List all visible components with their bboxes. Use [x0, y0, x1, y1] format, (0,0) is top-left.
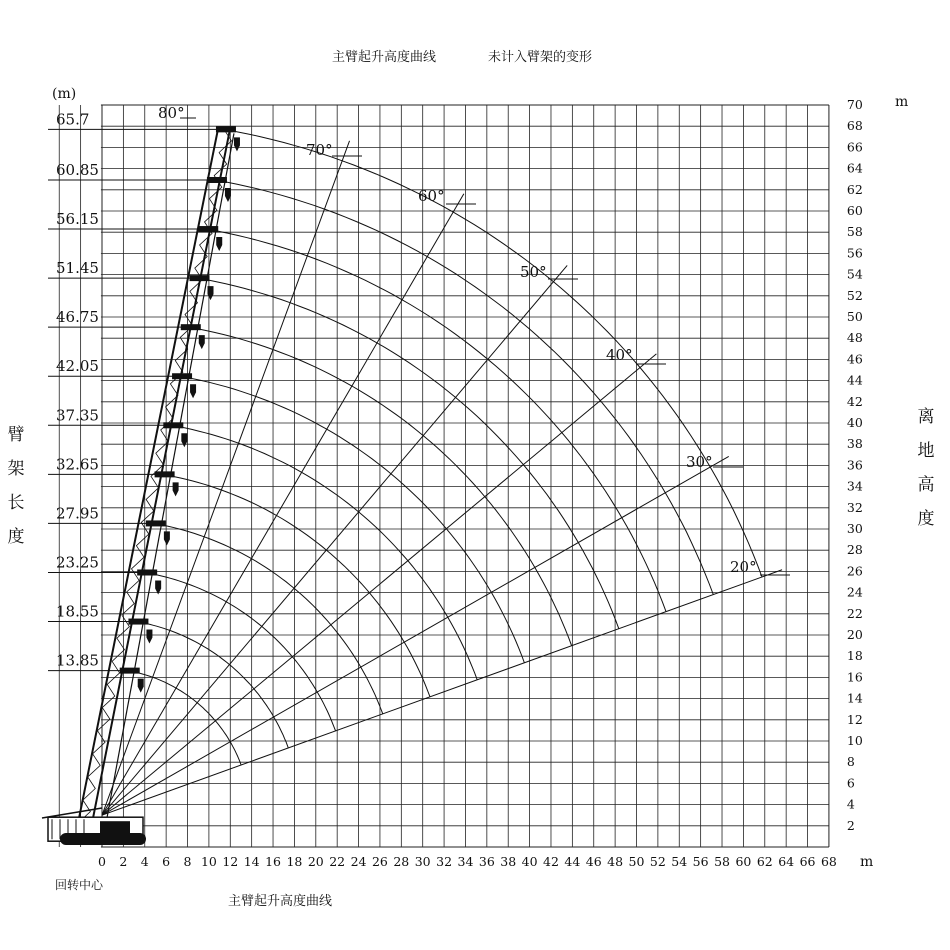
- y-tick-label: 6: [846, 775, 855, 791]
- x-tick-label: 68: [820, 854, 837, 869]
- boom-chord: [78, 129, 218, 823]
- angle-label: 30°: [686, 453, 713, 471]
- left-axis-unit: (m): [52, 86, 77, 102]
- x-tick-label: 6: [162, 854, 171, 869]
- x-tick-label: 36: [478, 854, 495, 869]
- y-tick-label: 28: [846, 542, 863, 558]
- y-tick-label: 2: [846, 817, 855, 833]
- right-axis-title-char: 高: [917, 475, 935, 495]
- y-tick-label: 16: [846, 669, 863, 685]
- y-tick-label: 4: [846, 796, 855, 812]
- y-tick-label: 58: [846, 224, 863, 240]
- angle-label: 70°: [306, 141, 333, 159]
- x-tick-label: 34: [457, 854, 474, 869]
- x-tick-label: 42: [543, 854, 559, 869]
- y-tick-label: 52: [846, 287, 863, 303]
- chart-grid: [59, 105, 829, 847]
- x-tick-label: 52: [649, 854, 666, 869]
- right-axis-title-char: 离: [917, 407, 935, 427]
- y-tick-label: 50: [846, 309, 863, 324]
- y-tick-label: 56: [846, 245, 863, 261]
- y-tick-label: 24: [846, 584, 863, 600]
- boom-angle-line: [102, 141, 350, 815]
- boom-section-joint: [146, 520, 166, 526]
- x-tick-label: 12: [222, 854, 239, 869]
- boom-section-joint: [128, 619, 148, 625]
- boom-length-label: 56.15: [56, 210, 99, 229]
- x-tick-label: 2: [119, 854, 128, 869]
- y-tick-label: 40: [846, 415, 863, 430]
- x-tick-label: 26: [371, 854, 388, 869]
- y-tick-label: 12: [846, 711, 863, 727]
- x-tick-label: 44: [564, 854, 581, 869]
- y-tick-label: 48: [846, 330, 863, 346]
- x-tick-label: 0: [98, 854, 106, 869]
- y-tick-label: 66: [846, 139, 863, 155]
- y-tick-label: 54: [846, 266, 863, 282]
- x-tick-label: 46: [585, 854, 602, 869]
- x-tick-label: 4: [140, 854, 149, 869]
- hook-block: [173, 482, 179, 496]
- x-tick-label: 66: [799, 854, 816, 869]
- x-tick-label: 48: [607, 854, 624, 869]
- y-tick-label: 30: [846, 521, 863, 536]
- x-tick-label: 10: [200, 854, 217, 869]
- y-axis-unit: m: [895, 94, 909, 110]
- boom-length-label: 23.25: [56, 553, 99, 572]
- hook-block: [199, 335, 205, 349]
- y-tick-label: 32: [846, 499, 863, 515]
- boom-length-label: 37.35: [56, 406, 99, 425]
- chart-bottom-title: 主臂起升高度曲线: [228, 894, 333, 909]
- y-tick-label: 38: [846, 436, 863, 452]
- boom-section-joint: [216, 126, 236, 132]
- x-axis-unit: m: [860, 854, 874, 870]
- boom-angle-line: [102, 456, 729, 815]
- x-tick-label: 62: [756, 854, 773, 869]
- hook-block: [234, 137, 240, 151]
- boom-length-label: 32.65: [56, 455, 99, 474]
- boom-length-label: 65.7: [56, 110, 90, 129]
- hook-block: [138, 679, 144, 693]
- boom-section-joint: [172, 373, 192, 379]
- y-tick-label: 68: [846, 118, 863, 134]
- boom-section-joint: [155, 471, 175, 477]
- x-tick-label: 32: [436, 854, 453, 869]
- boom-length-label: 51.45: [56, 259, 99, 278]
- y-tick-label: 26: [846, 563, 863, 579]
- x-tick-label: 22: [329, 854, 346, 869]
- origin-label: 回转中心: [55, 878, 104, 892]
- left-axis-title-char: 臂: [7, 425, 25, 445]
- right-axis-title-char: 度: [917, 509, 935, 529]
- hook-block: [216, 237, 222, 251]
- boom-length-label: 27.95: [56, 504, 99, 523]
- crawler-track: [60, 833, 146, 845]
- y-tick-label: 36: [846, 457, 863, 473]
- y-tick-label: 18: [846, 648, 863, 664]
- x-tick-label: 28: [393, 854, 410, 869]
- x-tick-label: 54: [671, 854, 688, 869]
- angle-label: 50°: [520, 263, 547, 281]
- angle-label: 80°: [158, 104, 185, 122]
- hook-block: [146, 630, 152, 644]
- y-tick-label: 64: [846, 160, 863, 176]
- y-tick-label: 22: [846, 605, 863, 621]
- y-tick-label: 44: [846, 372, 863, 388]
- x-tick-label: 50: [628, 854, 645, 869]
- left-axis-title-char: 架: [7, 459, 25, 479]
- y-tick-label: 10: [846, 733, 863, 748]
- boom-length-label: 46.75: [56, 308, 99, 327]
- boom-length-label: 42.05: [56, 357, 99, 376]
- boom-section-joint: [137, 569, 157, 575]
- y-tick-label: 14: [846, 690, 863, 706]
- right-axis-title-char: 地: [917, 441, 935, 461]
- x-tick-label: 30: [414, 854, 431, 869]
- x-tick-label: 20: [307, 854, 324, 869]
- chart-title-left: 主臂起升高度曲线: [332, 50, 437, 65]
- chart-title-right: 未计入臂架的变形: [488, 50, 593, 65]
- y-tick-label: 60: [846, 203, 863, 218]
- hook-block: [190, 384, 196, 398]
- hook-block: [208, 286, 214, 300]
- left-axis-title-char: 度: [7, 527, 25, 547]
- angle-label: 20°: [730, 558, 757, 576]
- x-tick-label: 60: [735, 854, 752, 869]
- x-tick-label: 24: [350, 854, 367, 869]
- y-tick-label: 46: [846, 351, 863, 367]
- boom-length-label: 60.85: [56, 160, 99, 179]
- boom-section-joint: [120, 668, 140, 674]
- hook-block: [181, 433, 187, 447]
- angle-label: 40°: [606, 346, 633, 364]
- boom-angle-line: [102, 265, 567, 815]
- x-tick-label: 40: [521, 854, 538, 869]
- y-tick-label: 42: [846, 393, 863, 409]
- angle-label: 60°: [418, 187, 445, 205]
- boom-length-label: 13.85: [56, 651, 99, 670]
- x-tick-label: 56: [692, 854, 709, 869]
- boom-angle-line: [102, 570, 782, 815]
- x-tick-label: 38: [500, 854, 517, 869]
- y-tick-label: 62: [846, 181, 863, 197]
- x-tick-label: 58: [714, 854, 730, 869]
- x-tick-label: 16: [265, 854, 281, 869]
- y-tick-label: 20: [846, 627, 863, 642]
- x-tick-label: 18: [286, 854, 303, 869]
- x-tick-label: 8: [183, 854, 192, 869]
- left-axis-title-char: 长: [7, 493, 25, 513]
- x-tick-label: 64: [778, 854, 795, 869]
- boom-length-label: 18.55: [56, 602, 99, 621]
- y-tick-label: 34: [846, 478, 863, 494]
- chart-marks: [42, 118, 790, 845]
- x-tick-label: 14: [243, 854, 260, 869]
- hook-block: [164, 531, 170, 545]
- y-tick-label: 70: [846, 97, 863, 112]
- y-tick-label: 8: [846, 754, 855, 770]
